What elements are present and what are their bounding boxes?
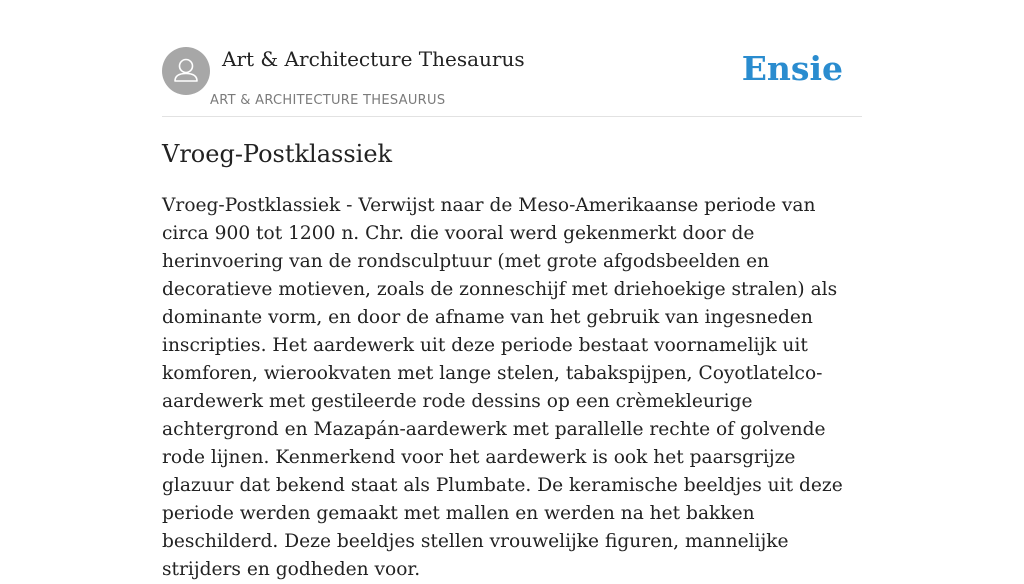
source-label[interactable]: ART & ARCHITECTURE THESAURUS	[210, 93, 446, 108]
author-name[interactable]: Art & Architecture Thesaurus	[222, 47, 525, 71]
ensie-logo[interactable]: Ensie	[741, 49, 843, 88]
user-avatar-icon[interactable]	[162, 47, 210, 95]
user-outline-icon	[162, 47, 210, 95]
page-title: Vroeg-Postklassiek	[162, 140, 393, 168]
article-body: Vroeg-Postklassiek - Verwijst naar de Meso-Amerikaanse periode van circa 900 tot 1200 n. Chr. die vooral werd gekenmerkt door de herinvoering van de rondsculptuur (met grote afgodsbeelden en decoratieve motieven, zoals de zonneschijf met driehoekige stralen) als dominante vorm, en door de afname van het gebruik van ingesneden inscripties. Het aardewerk uit deze periode bestaat voornamelijk uit komforen, wierookvaten met lange stelen, tabakspijpen, Coyotlatelco-aardewerk met gestileerde rode dessins op een crèmekleurige achtergrond en Mazapán-aardewerk met parallelle rechte of golvende rode lijnen. Kenmerkend voor het aardewerk is ook het paarsgrijze glazuur dat bekend staat als Plumbate. De keramische beeldjes uit deze periode werden gemaakt met mallen en werden na het bakken beschilderd. Deze beeldjes stellen vrouwelijke figuren, mannelijke strijders en godheden voor.	[162, 195, 843, 580]
page-header	[162, 46, 862, 117]
